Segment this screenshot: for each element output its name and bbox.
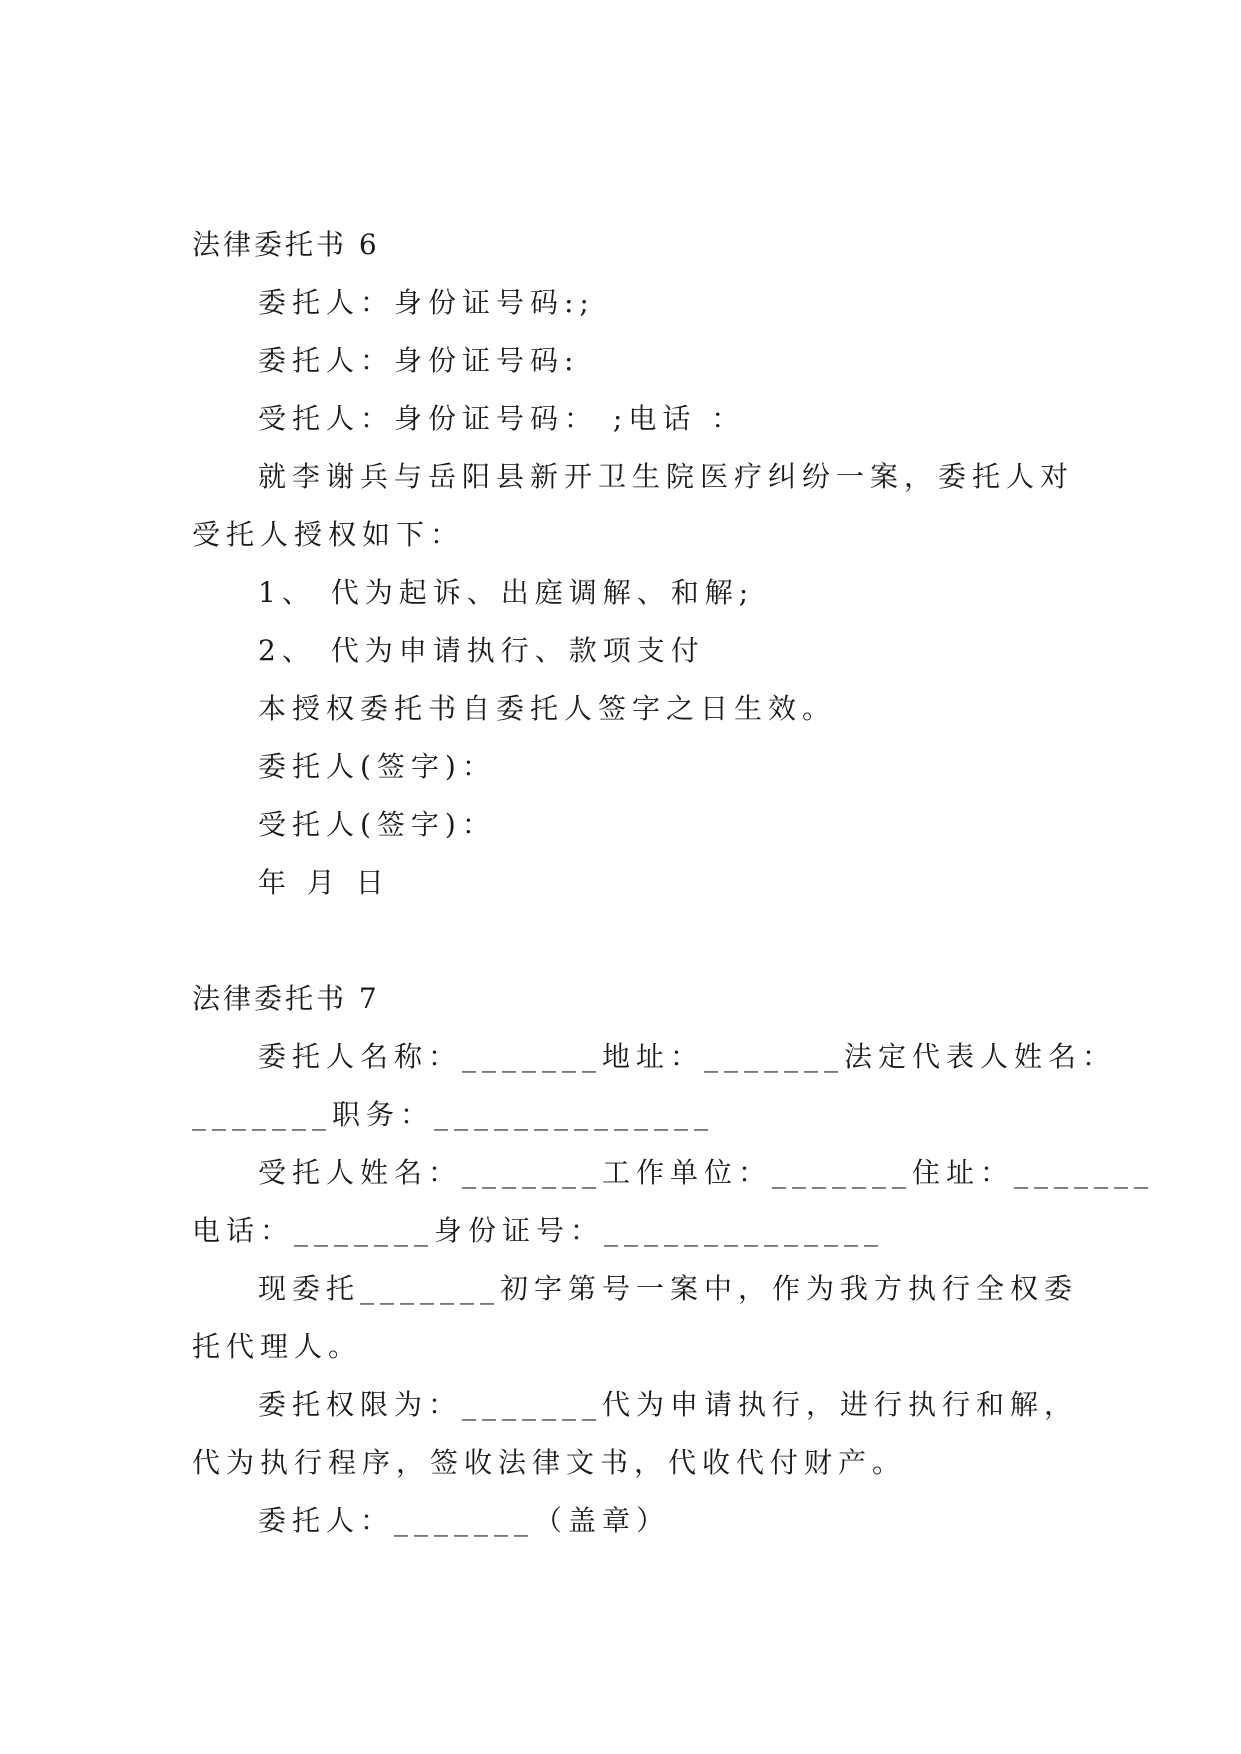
effective-clause: 本授权委托书自委托人签字之日生效。 [258, 692, 837, 725]
authority-line-1: 委托权限为：_______代为申请执行，进行执行和解， [258, 1388, 1079, 1421]
entrustment-line-2: 托代理人。 [192, 1330, 363, 1363]
authorization-item-2: 2、 代为申请执行、款项支付 [258, 634, 705, 667]
case-statement-line-2: 受托人授权如下： [192, 518, 465, 551]
principal-1-line: 委托人：身份证号码:; [258, 286, 595, 319]
section-7-title: 法律委托书 7 [192, 982, 380, 1015]
agent-info-line-1: 受托人姓名：_______工作单位：_______住址：_______ [258, 1156, 1155, 1189]
agent-info-line-2: 电话：_______身份证号：______________ [192, 1214, 885, 1247]
date-line: 年 月 日 [258, 866, 390, 899]
principal-info-line-2: _______职务：______________ [192, 1098, 715, 1131]
principal-signature-line: 委托人(签字)： [258, 750, 496, 783]
authorization-item-1: 1、 代为起诉、出庭调解、和解; [258, 576, 755, 609]
document-page [192, 216, 1155, 1550]
agent-signature-line: 受托人(签字)： [258, 808, 496, 841]
principal-2-line: 委托人：身份证号码: [258, 344, 580, 377]
principal-info-line-1: 委托人名称：_______地址：_______法定代表人姓名： [258, 1040, 1117, 1073]
agent-line: 受托人：身份证号码： ;电话 ： [258, 402, 746, 435]
entrustment-line-1: 现委托_______初字第号一案中，作为我方执行全权委 [258, 1272, 1079, 1305]
section-6-title: 法律委托书 6 [192, 228, 380, 261]
principal-seal-line: 委托人：_______（盖章） [258, 1504, 671, 1537]
authority-line-2: 代为执行程序，签收法律文书，代收代付财产。 [192, 1446, 907, 1479]
section-spacer [192, 912, 1072, 970]
case-statement-line-1: 就李谢兵与岳阳县新开卫生院医疗纠纷一案，委托人对 [258, 460, 1075, 493]
